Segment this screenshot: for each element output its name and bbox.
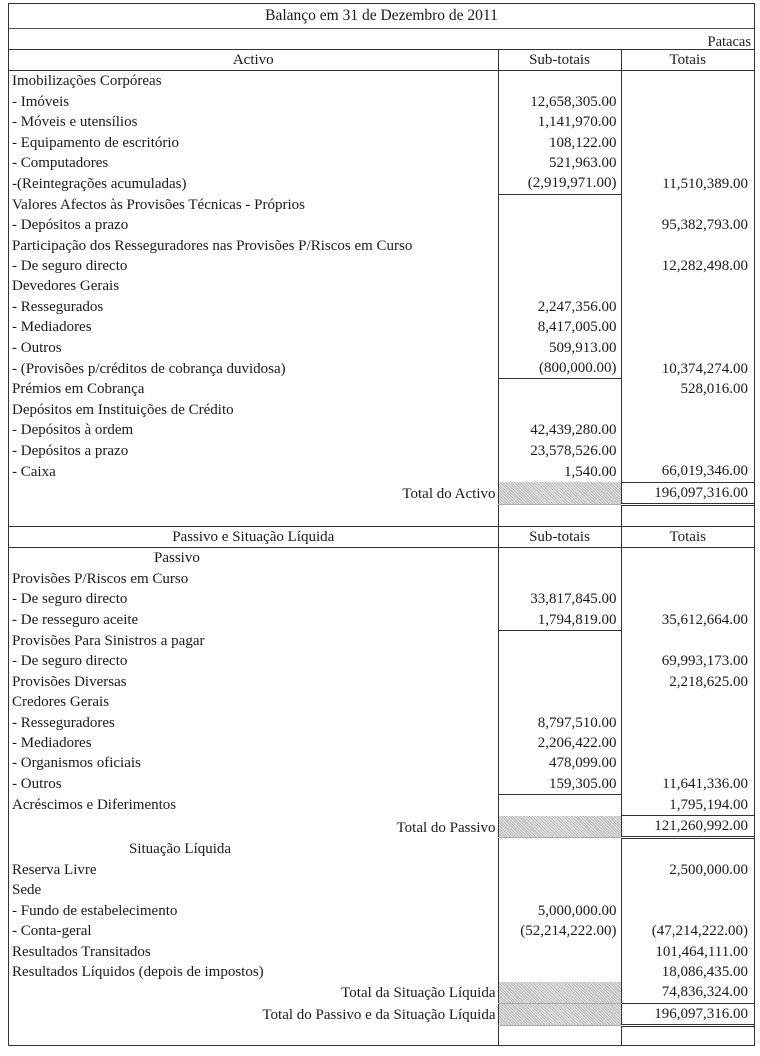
row-total [621,589,754,609]
row-subtotal [498,194,621,215]
table-row [9,795,754,816]
row-label: Imobilizações Corpóreas [12,73,162,90]
activo-rows [9,71,754,482]
total-passivo-row [9,816,754,838]
situacao-heading: Situação Líquida [129,841,232,858]
row-subtotal [498,962,621,982]
row-subtotal: 8,797,510.00 [498,713,621,733]
row-total [621,297,754,317]
table-row [9,630,754,651]
passivo-header-row [9,527,754,548]
table-row [9,215,754,235]
row-label: - Outros [12,339,62,356]
row-total [621,733,754,753]
table-row [9,276,754,296]
total-situacao-row [9,982,754,1003]
shaded-cell [498,982,621,1003]
row-total [621,901,754,921]
table-row [9,880,754,900]
total-activo-row [9,482,754,504]
passivo-header: Passivo e Situação Líquida [9,527,498,548]
row-subtotal: 33,817,845.00 [498,589,621,609]
table-row [9,256,754,276]
activo-header-row [9,50,754,71]
activo-table [9,50,754,527]
row-label: - Imóveis [12,93,70,110]
row-label: - Outros [12,776,62,793]
row-subtotal [498,942,621,962]
row-label: - (Provisões p/créditos de cobrança duvidosa) [12,360,286,377]
row-label: - Conta-geral [12,923,92,940]
row-total [621,71,754,92]
table-row [9,461,754,482]
table-row [9,112,754,132]
row-total: 1,795,194.00 [621,795,754,816]
total-situacao-value: 74,836,324.00 [621,982,754,1003]
row-total [621,338,754,358]
row-subtotal [498,215,621,235]
table-row [9,753,754,773]
row-label: - Fundo de estabelecimento [12,902,178,919]
row-subtotal: 509,913.00 [498,338,621,358]
table-row [9,921,754,941]
row-total [621,112,754,132]
table-row [9,569,754,589]
row-label: - De seguro directo [12,653,128,670]
table-row [9,942,754,962]
table-row [9,317,754,337]
row-total: 528,016.00 [621,379,754,400]
row-total [621,400,754,420]
row-label: - Depósitos a prazo [12,442,129,459]
row-subtotal [498,71,621,92]
row-total [621,133,754,153]
situacao-heading-row [9,838,754,860]
shaded-cell [498,482,621,504]
row-subtotal [498,795,621,816]
situacao-rows [9,860,754,982]
total-situacao-label: Total da Situação Líquida [341,984,496,1001]
row-subtotal: (52,214,222.00) [498,921,621,941]
row-label: - Depósitos a prazo [12,217,129,234]
row-total: 2,218,625.00 [621,672,754,692]
row-label: Acréscimos e Diferimentos [12,797,177,814]
row-total [621,92,754,112]
row-total: 11,641,336.00 [621,774,754,795]
row-subtotal: 159,305.00 [498,774,621,795]
row-label: Depósitos em Instituições de Crédito [12,401,234,418]
row-total [621,317,754,337]
table-row [9,860,754,880]
row-subtotal: 2,247,356.00 [498,297,621,317]
section-separator [9,504,754,526]
table-row [9,774,754,795]
row-label: - Equipamento de escritório [12,134,180,151]
passivo-rows [9,569,754,816]
row-subtotal [498,256,621,276]
total-activo-label: Total do Activo [402,486,496,502]
table-row [9,733,754,753]
row-subtotal [498,379,621,400]
row-total [621,441,754,461]
table-row [9,194,754,215]
row-total: 66,019,346.00 [621,461,754,482]
row-total: 2,500,000.00 [621,860,754,880]
row-total: 95,382,793.00 [621,215,754,235]
row-total [621,630,754,651]
total-passivo-value: 121,260,992.00 [621,816,754,838]
bottom-spacer [9,1026,754,1046]
passivo-heading: Passivo [154,550,200,567]
row-total [621,153,754,173]
row-label: - Depósitos à ordem [12,422,134,439]
row-subtotal: 12,658,305.00 [498,92,621,112]
row-label: Reserva Livre [12,861,97,878]
row-subtotal: (2,919,971.00) [498,173,621,194]
row-subtotal [498,276,621,296]
row-label: Participação dos Resseguradores nas Provisões P/Riscos em Curso [12,237,413,254]
activo-header: Activo [9,50,498,71]
subtotals-header: Sub-totais [498,50,621,71]
row-label: Resultados Transitados [12,943,151,960]
total-geral-value: 196,097,316.00 [621,1003,754,1025]
row-total: 12,282,498.00 [621,256,754,276]
table-row [9,379,754,400]
row-label: Sede [12,882,42,899]
table-row [9,610,754,631]
row-subtotal [498,630,621,651]
row-total [621,276,754,296]
row-subtotal: 108,122.00 [498,133,621,153]
passivo-table [9,527,754,1045]
row-label: -(Reintegrações acumuladas) [12,175,187,192]
row-subtotal [498,880,621,900]
row-label: Provisões Para Sinistros a pagar [12,632,205,649]
row-subtotal [498,860,621,880]
row-subtotal: 8,417,005.00 [498,317,621,337]
row-label: - Caixa [12,463,56,480]
totals-header: Totais [621,527,754,548]
row-label: Provisões P/Riscos em Curso [12,570,189,587]
row-label: - Resseguradores [12,714,115,731]
row-total: 101,464,111.00 [621,942,754,962]
table-row [9,236,754,256]
row-total [621,569,754,589]
row-label: Credores Gerais [12,694,110,711]
row-total: 18,086,435.00 [621,962,754,982]
row-total [621,194,754,215]
table-row [9,153,754,173]
table-row [9,338,754,358]
table-row [9,901,754,921]
totals-header: Totais [621,50,754,71]
row-subtotal: 23,578,526.00 [498,441,621,461]
subtotals-header: Sub-totais [498,527,621,548]
table-row [9,672,754,692]
document-title: Balanço em 31 de Dezembro de 2011 [9,4,754,29]
row-label: - Móveis e utensílios [12,114,138,131]
passivo-heading-row [9,548,754,569]
row-label: Valores Afectos às Provisões Técnicas - Próprios [12,196,305,213]
row-label: - Mediadores [12,319,92,336]
row-label: Resultados Líquidos (depois de impostos) [12,963,264,980]
row-total [621,880,754,900]
row-total: (47,214,222.00) [621,921,754,941]
total-activo-value: 196,097,316.00 [621,482,754,504]
total-geral-row [9,1003,754,1025]
row-subtotal: 42,439,280.00 [498,420,621,440]
row-subtotal [498,569,621,589]
row-total [621,753,754,773]
row-total [621,420,754,440]
row-label: - Ressegurados [12,298,104,315]
currency-label: Patacas [9,29,754,50]
table-row [9,173,754,194]
table-row [9,441,754,461]
row-subtotal [498,672,621,692]
table-row [9,71,754,92]
row-label: Prémios em Cobrança [12,381,145,398]
row-total [621,692,754,712]
row-label: - De seguro directo [12,258,128,275]
total-geral-label: Total do Passivo e da Situação Líquida [262,1007,496,1024]
row-total [621,713,754,733]
table-row [9,92,754,112]
row-subtotal [498,400,621,420]
row-label: - Organismos oficiais [12,755,141,772]
shaded-cell [498,1003,621,1025]
row-label: Devedores Gerais [12,278,120,295]
table-row [9,358,754,379]
row-label: - De seguro directo [12,591,128,608]
row-subtotal [498,236,621,256]
row-subtotal: 1,540.00 [498,461,621,482]
row-subtotal: 1,794,819.00 [498,610,621,631]
table-row [9,400,754,420]
row-label: - Computadores [12,155,109,172]
row-label: Provisões Diversas [12,673,127,690]
table-row [9,692,754,712]
row-subtotal: 2,206,422.00 [498,733,621,753]
row-total: 69,993,173.00 [621,651,754,671]
row-total: 11,510,389.00 [621,173,754,194]
row-label: - Mediadores [12,734,92,751]
row-subtotal [498,651,621,671]
total-passivo-label: Total do Passivo [396,819,496,836]
row-subtotal: 478,099.00 [498,753,621,773]
table-row [9,297,754,317]
row-total: 10,374,274.00 [621,358,754,379]
balance-sheet [8,3,755,1046]
table-row [9,962,754,982]
table-row [9,420,754,440]
row-subtotal: (800,000.00) [498,358,621,379]
shaded-cell [498,816,621,838]
row-label: - De resseguro aceite [12,612,139,629]
row-subtotal: 5,000,000.00 [498,901,621,921]
row-subtotal [498,692,621,712]
row-subtotal: 1,141,970.00 [498,112,621,132]
table-row [9,713,754,733]
table-row [9,133,754,153]
table-row [9,651,754,671]
table-row [9,589,754,609]
row-subtotal: 521,963.00 [498,153,621,173]
row-total [621,236,754,256]
row-total: 35,612,664.00 [621,610,754,631]
